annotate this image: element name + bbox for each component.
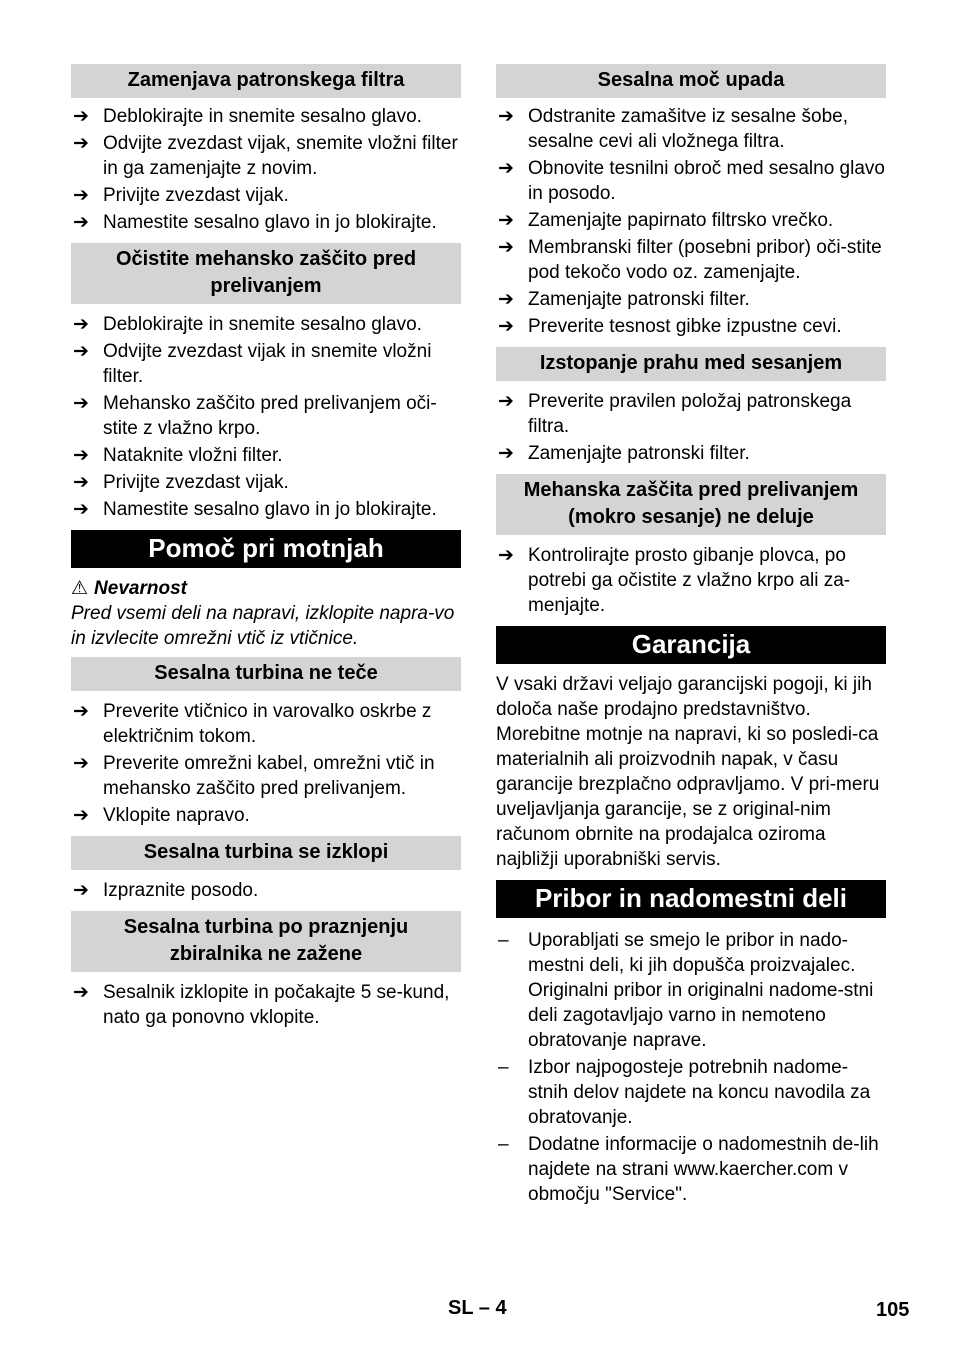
- heading-turbina-ne-zazene: Sesalna turbina po praznjenju zbiralnika ne zažene: [71, 911, 461, 972]
- list-item: ➔ Deblokirajte in snemite sesalno glavo.: [73, 314, 422, 335]
- arrow-right-icon: ➔: [498, 545, 514, 566]
- footer-local-page: – 4: [478, 1297, 507, 1319]
- dash-bullet: –: [498, 1134, 509, 1155]
- warning-heading: ⚠ Nevarnost: [71, 578, 187, 599]
- footer-page-number: 105: [876, 1299, 910, 1321]
- step-list: [71, 104, 461, 235]
- list-item: ➔ Deblokirajte in snemite sesalno glavo.: [73, 106, 422, 127]
- arrow-right-icon: ➔: [73, 133, 89, 154]
- list-item: ➔ Mehansko zaščito pred prelivanjem oči-stite z vlažno krpo.: [73, 393, 437, 439]
- heading-zamenjava-filtra: Zamenjava patronskega filtra: [71, 64, 461, 98]
- left-column: [71, 64, 461, 1032]
- arrow-right-icon: ➔: [498, 391, 514, 412]
- list-item: ➔ Sesalnik izklopite in počakajte 5 se-kund, nato ga ponovno vklopite.: [73, 982, 450, 1028]
- step-list: [496, 104, 886, 339]
- arrow-right-icon: ➔: [73, 499, 89, 520]
- arrow-right-icon: ➔: [498, 106, 514, 127]
- arrow-right-icon: ➔: [73, 701, 89, 722]
- arrow-right-icon: ➔: [498, 158, 514, 179]
- dash-bullet: –: [498, 930, 509, 951]
- list-item: ➔ Nataknite vložni filter.: [73, 445, 283, 466]
- garancija-paragraph: V vsaki državi veljajo garancijski pogoji, ki jih določa naše prodajno predstavništvo. Morebitne motnje na napravi, ki so posledi-ca materialnih ali proizvodnih napak, v času garancije brezplačno odpravljamo. V pri-meru uveljavljanja garancije, se z original-nim računom obrnite na prodajalca oziroma najbližji uporabniški servis.: [496, 674, 880, 870]
- arrow-right-icon: ➔: [73, 982, 89, 1003]
- list-item: ➔ Privijte zvezdast vijak.: [73, 472, 289, 493]
- arrow-right-icon: ➔: [73, 314, 89, 335]
- list-item: ➔ Zamenjajte patronski filter.: [498, 289, 750, 310]
- arrow-right-icon: ➔: [73, 805, 89, 826]
- list-item: ➔ Namestite sesalno glavo in jo blokirajte.: [73, 499, 437, 520]
- list-item: ➔ Preverite tesnost gibke izpustne cevi.: [498, 316, 842, 337]
- arrow-right-icon: ➔: [498, 210, 514, 231]
- list-item: – Dodatne informacije o nadomestnih de-lih najdete na strani www.kaercher.com v območju "Service".: [498, 1134, 879, 1205]
- arrow-right-icon: ➔: [498, 289, 514, 310]
- footer-language-code: SL: [448, 1297, 474, 1319]
- list-item: ➔ Membranski filter (posebni pribor) oči-stite pod tekočo vodo oz. zamenjajte.: [498, 237, 882, 283]
- arrow-right-icon: ➔: [73, 880, 89, 901]
- arrow-right-icon: ➔: [73, 212, 89, 233]
- arrow-right-icon: ➔: [73, 393, 89, 414]
- list-item: ➔ Izpraznite posodo.: [73, 880, 259, 901]
- list-item: – Uporabljati se smejo le pribor in nado-mestni deli, ki jih dopušča proizvajalec. Originalni pribor in originalni nadome-stni deli zagotavljajo varno in nemoteno obratovanje naprave.: [498, 930, 874, 1051]
- step-list: [71, 878, 461, 903]
- list-item: ➔ Obnovite tesnilni obroč med sesalno glavo in posodo.: [498, 158, 885, 204]
- heading-ocistite-zascito: Očistite mehansko zaščito pred prelivanjem: [71, 243, 461, 304]
- warning-triangle-icon: ⚠: [71, 578, 89, 599]
- list-item: ➔ Zamenjajte papirnato filtrsko vrečko.: [498, 210, 834, 231]
- heading-garancija: Garancija: [496, 626, 886, 664]
- heading-turbina-ne-tece: Sesalna turbina ne teče: [71, 657, 461, 691]
- arrow-right-icon: ➔: [73, 106, 89, 127]
- heading-pribor: Pribor in nadomestni deli: [496, 880, 886, 918]
- dash-list: [496, 928, 886, 1207]
- heading-izstopanje-prahu: Izstopanje prahu med sesanjem: [496, 347, 886, 381]
- arrow-right-icon: ➔: [73, 185, 89, 206]
- list-item: ➔ Preverite vtičnico in varovalko oskrbe z električnim tokom.: [73, 701, 432, 747]
- arrow-right-icon: ➔: [498, 237, 514, 258]
- list-item: ➔ Preverite omrežni kabel, omrežni vtič in mehansko zaščito pred prelivanjem.: [73, 753, 435, 799]
- dash-bullet: –: [498, 1057, 509, 1078]
- arrow-right-icon: ➔: [498, 443, 514, 464]
- heading-mehanska-zascita-ne-deluje: Mehanska zaščita pred prelivanjem (mokro sesanje) ne deluje: [496, 474, 886, 535]
- arrow-right-icon: ➔: [73, 472, 89, 493]
- arrow-right-icon: ➔: [73, 341, 89, 362]
- heading-pomoc-pri-motnjah: Pomoč pri motnjah: [71, 530, 461, 568]
- list-item: ➔ Preverite pravilen položaj patronskega filtra.: [498, 391, 852, 437]
- step-list: [71, 699, 461, 828]
- footer-language-page: [448, 1296, 507, 1321]
- list-item: ➔ Namestite sesalno glavo in jo blokirajte.: [73, 212, 437, 233]
- list-item: – Izbor najpogosteje potrebnih nadome-stnih delov najdete na koncu navodila za obratovanje.: [498, 1057, 871, 1128]
- heading-sesalna-moc-upada: Sesalna moč upada: [496, 64, 886, 98]
- step-list: [71, 980, 461, 1030]
- list-item: ➔ Kontrolirajte prosto gibanje plovca, po potrebi ga očistite z vlažno krpo ali za-menjajte.: [498, 545, 851, 616]
- step-list: [496, 389, 886, 466]
- list-item: ➔ Privijte zvezdast vijak.: [73, 185, 289, 206]
- list-item: ➔ Vklopite napravo.: [73, 805, 250, 826]
- list-item: ➔ Odstranite zamašitve iz sesalne šobe, sesalne cevi ali vložnega filtra.: [498, 106, 848, 152]
- list-item: ➔ Odvijte zvezdast vijak in snemite vložni filter.: [73, 341, 432, 387]
- arrow-right-icon: ➔: [73, 445, 89, 466]
- arrow-right-icon: ➔: [73, 753, 89, 774]
- arrow-right-icon: ➔: [498, 316, 514, 337]
- warning-text: Pred vsemi deli na napravi, izklopite napra-vo in izvlecite omrežni vtič iz vtičnice.: [71, 603, 455, 649]
- list-item: ➔ Odvijte zvezdast vijak, snemite vložni filter in ga zamenjajte z novim.: [73, 133, 458, 179]
- step-list: [71, 312, 461, 522]
- right-column: [496, 64, 886, 1209]
- step-list: [496, 543, 886, 618]
- heading-turbina-se-izklopi: Sesalna turbina se izklopi: [71, 836, 461, 870]
- list-item: ➔ Zamenjajte patronski filter.: [498, 443, 750, 464]
